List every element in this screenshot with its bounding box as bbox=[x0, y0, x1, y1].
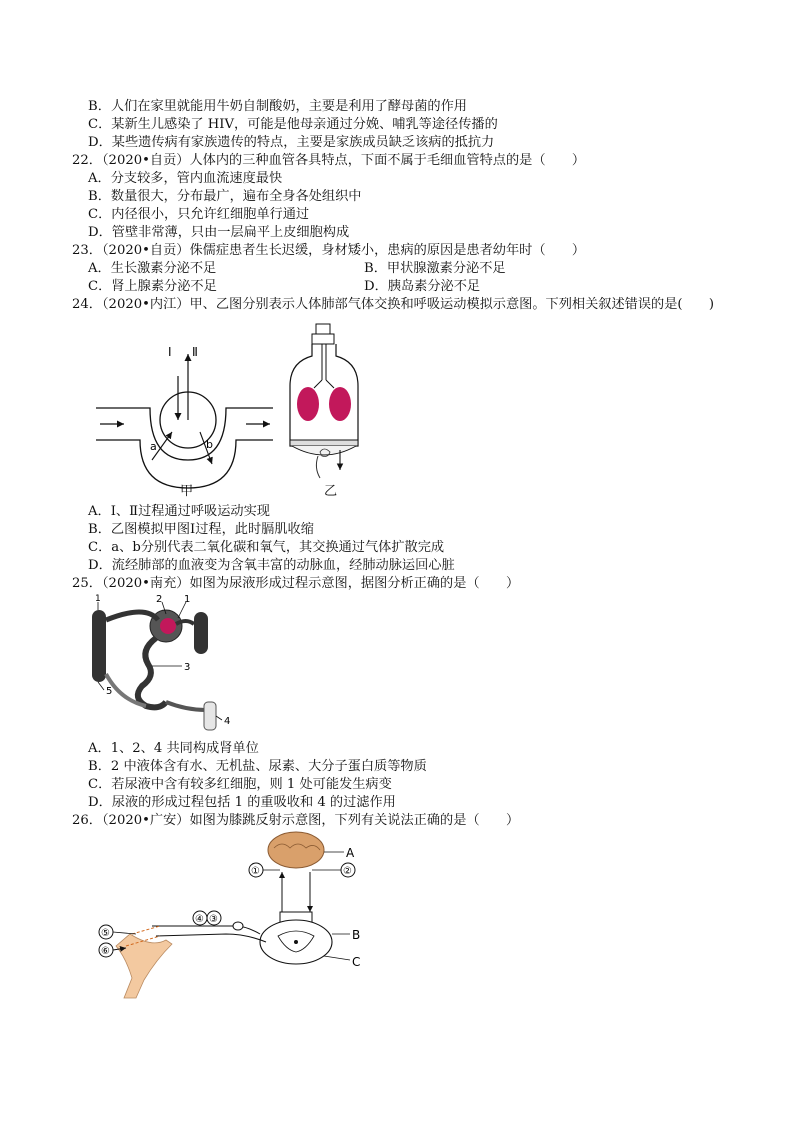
label-n1: ① bbox=[251, 866, 260, 877]
knee-jerk-reflex-figure bbox=[96, 830, 376, 1005]
label-n3: ③ bbox=[209, 914, 218, 925]
q25-option-c: C．若尿液中含有较多红细胞，则 1 处可能发生病变 bbox=[88, 777, 392, 792]
q21-option-c: C．某新生儿感染了 HIV，可能是他母亲通过分娩、哺乳等途径传播的 bbox=[88, 117, 498, 132]
q23-option-d: D．胰岛素分泌不足 bbox=[364, 279, 481, 294]
q23-option-b: B．甲状腺激素分泌不足 bbox=[364, 261, 506, 276]
q22-stem: 22．（2020•自贡）人体内的三种血管各具特点，下面不属于毛细血管特点的是（ ） bbox=[72, 153, 586, 168]
q24-option-d: D．流经肺部的血液变为含氧丰富的动脉血，经肺动脉运回心脏 bbox=[88, 558, 455, 573]
nephron-label-5: 5 bbox=[106, 686, 113, 697]
nephron-label-1: 1 bbox=[95, 594, 101, 604]
label-n4: ④ bbox=[195, 914, 204, 925]
vessel-1 bbox=[92, 610, 106, 682]
q21-option-d: D．某些遗传病有家族遗传的特点，主要是家族成员缺乏该病的抵抗力 bbox=[88, 135, 495, 150]
q24-option-b: B．乙图模拟甲图Ⅰ过程，此时膈肌收缩 bbox=[88, 522, 314, 537]
label-roman-1: Ⅰ bbox=[168, 345, 172, 359]
label-n6: ⑥ bbox=[101, 946, 110, 957]
q23-option-a: A．生长激素分泌不足 bbox=[88, 261, 217, 276]
figure-caption-jia: 甲 bbox=[180, 484, 194, 499]
left-lung bbox=[297, 387, 319, 421]
q25-option-d: D．尿液的形成过程包括 1 的重吸收和 4 的过滤作用 bbox=[88, 795, 396, 810]
q22-option-d: D．管壁非常薄，只由一层扁平上皮细胞构成 bbox=[88, 225, 350, 240]
nephron-label-2: 2 bbox=[156, 594, 163, 605]
q25-option-b: B．2 中液体含有水、无机盐、尿素、大分子蛋白质等物质 bbox=[88, 759, 427, 774]
q22-option-b: B．数量很大，分布最广，遍布全身各处组织中 bbox=[88, 189, 362, 204]
figure-caption-yi: 乙 bbox=[324, 484, 338, 499]
q25-stem: 25．（2020•南充）如图为尿液形成过程示意图，据图分析正确的是（ ） bbox=[72, 576, 520, 591]
q22-option-c: C．内径很小，只允许红细胞单行通过 bbox=[88, 207, 310, 222]
q22-option-a: A．分支较多，管内血流速度最快 bbox=[88, 171, 283, 186]
q24-stem: 24．（2020•内江）甲、乙图分别表示人体肺部气体交换和呼吸运动模拟示意图。下列相关叙述错误的是( ) bbox=[72, 297, 715, 312]
q26-stem: 26．（2020•广安）如图为膝跳反射示意图，下列有关说法正确的是（ ） bbox=[72, 813, 520, 828]
nephron-label-1b: 1 bbox=[184, 594, 191, 605]
label-C: C bbox=[352, 955, 361, 969]
label-A: A bbox=[346, 846, 355, 860]
label-n2: ② bbox=[343, 866, 352, 877]
label-roman-2: Ⅱ bbox=[192, 345, 198, 359]
bell-jar-figure bbox=[284, 322, 384, 482]
right-lung bbox=[329, 387, 351, 421]
leg bbox=[116, 934, 172, 998]
gas-exchange-figure bbox=[88, 340, 288, 500]
label-n5: ⑤ bbox=[101, 928, 110, 939]
q21-option-b: B．人们在家里就能用牛奶自制酸奶，主要是利用了酵母菌的作用 bbox=[88, 99, 467, 114]
nephron-label-3: 3 bbox=[184, 662, 191, 673]
q24-option-c: C．a、b分别代表二氧化碳和氧气，其交换通过气体扩散完成 bbox=[88, 540, 445, 555]
q23-stem: 23．（2020•自贡）侏儒症患者生长迟缓，身材矮小，患病的原因是患者幼年时（ ） bbox=[72, 243, 586, 258]
q25-option-a: A．1、2、4 共同构成肾单位 bbox=[88, 741, 259, 756]
label-B: B bbox=[352, 928, 361, 942]
brain bbox=[268, 832, 324, 868]
q23-option-c: C．肾上腺素分泌不足 bbox=[88, 279, 217, 294]
label-a: a bbox=[150, 440, 157, 453]
nephron-figure bbox=[86, 594, 246, 736]
nephron-label-4: 4 bbox=[224, 716, 231, 727]
label-b: b bbox=[206, 438, 213, 451]
q24-option-a: A．Ⅰ、Ⅱ过程通过呼吸运动实现 bbox=[88, 504, 270, 519]
